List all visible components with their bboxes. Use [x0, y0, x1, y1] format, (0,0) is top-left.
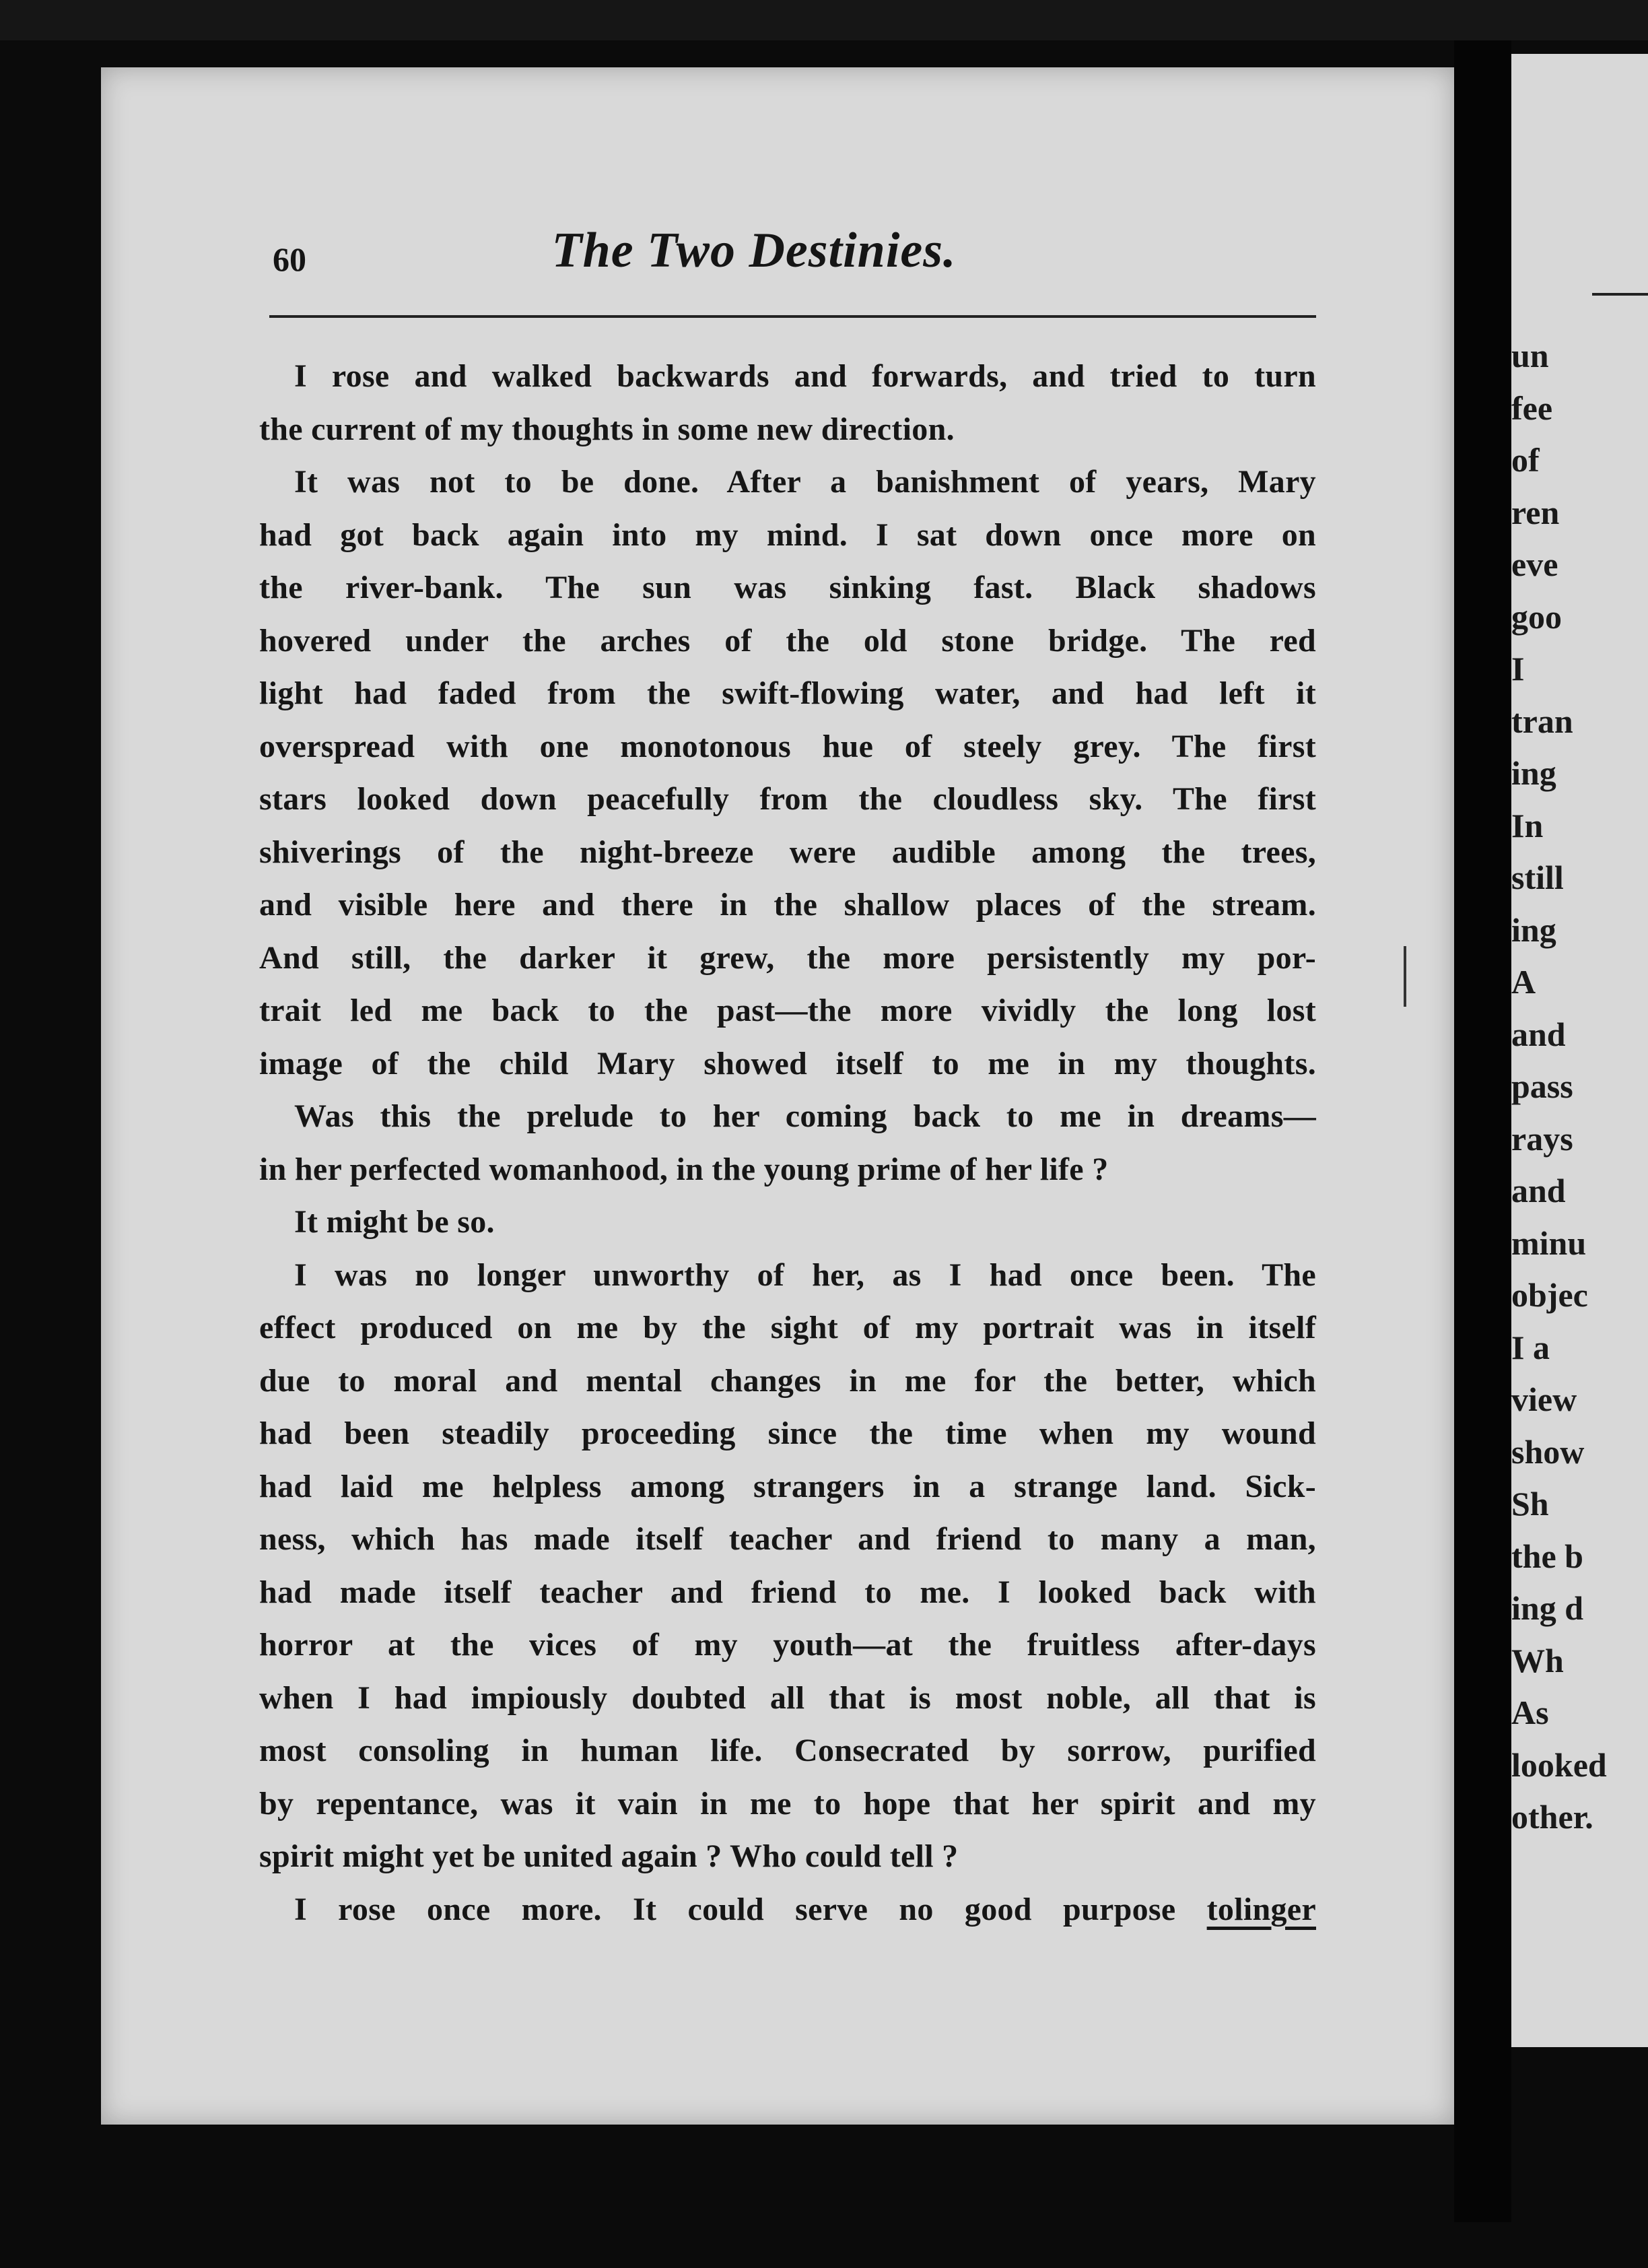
- facing-page: [1511, 54, 1648, 2047]
- text-line: had been steadily proceeding since the time when my wound: [259, 1415, 1316, 1451]
- facing-page-fragment: Sh: [1511, 1485, 1549, 1523]
- book-binding-gutter: [1454, 40, 1511, 2222]
- facing-page-fragment: ing: [1511, 910, 1556, 949]
- text-line: image of the child Mary showed itself to me in my thoughts.: [259, 1045, 1316, 1081]
- text-line: in her perfected womanhood, in the young prime of her life ?: [259, 1151, 1109, 1187]
- facing-page-fragment: objec: [1511, 1276, 1588, 1314]
- facing-page-fragment: un: [1511, 337, 1549, 374]
- facing-page-fragment: of: [1511, 441, 1540, 479]
- text-line: had made itself teacher and friend to me. I looked back with: [259, 1574, 1316, 1610]
- facing-page-fragment: A: [1511, 963, 1536, 1001]
- running-title: The Two Destinies.: [551, 223, 957, 278]
- text-line: It was not to be done. After a banishment of years, Mary: [294, 464, 1316, 500]
- facing-page-fragment: goo: [1511, 597, 1562, 636]
- facing-page-fragment: and: [1511, 1015, 1566, 1053]
- underlined-word: tolinger: [1206, 1891, 1316, 1927]
- facing-page-fragment: other.: [1511, 1798, 1593, 1836]
- text-line: I rose and walked backwards and forwards, and tried to turn: [294, 358, 1316, 394]
- facing-page-fragment: tran: [1511, 702, 1573, 740]
- facing-page-fragment: ing: [1511, 754, 1556, 792]
- text-line: the current of my thoughts in some new direction.: [259, 411, 955, 447]
- text-line: due to moral and mental changes in me for the better, which: [259, 1362, 1316, 1399]
- facing-page-fragment: Wh: [1511, 1641, 1564, 1679]
- body-text: [259, 350, 1316, 1936]
- facing-page-fragment: ing d: [1511, 1589, 1584, 1627]
- text-line: spirit might yet be united again ? Who could tell ?: [259, 1838, 959, 1874]
- text-line: Was this the prelude to her coming back to me in dreams—: [294, 1098, 1316, 1134]
- last-line-text: I rose once more. It could serve no good purpose: [294, 1891, 1207, 1927]
- text-line: most consoling in human life. Consecrated by sorrow, purified: [259, 1733, 1316, 1768]
- facing-page-fragment: fee: [1511, 389, 1553, 427]
- text-line: and visible here and there in the shallow places of the stream.: [259, 887, 1316, 923]
- facing-page-rule: [1592, 293, 1648, 296]
- text-line: the river-bank. The sun was sinking fast. Black shadows: [259, 570, 1316, 605]
- facing-page-fragment: eve: [1511, 545, 1558, 583]
- facing-page-text: [1511, 330, 1607, 1844]
- page-number: 60: [273, 240, 306, 278]
- scan-top-edge: [0, 0, 1648, 40]
- facing-page-fragment: In: [1511, 806, 1544, 844]
- text-line: I was no longer unworthy of her, as I had once been. The: [294, 1257, 1316, 1293]
- text-line-last: [259, 1883, 1316, 1937]
- text-line: stars looked down peacefully from the cloudless sky. The first: [259, 781, 1316, 817]
- text-line: shiverings of the night-breeze were audible among the trees,: [259, 834, 1316, 870]
- facing-page-fragment: looked: [1511, 1745, 1607, 1784]
- facing-page-fragment: I: [1511, 650, 1525, 688]
- running-head: [168, 222, 1340, 283]
- text-line: had laid me helpless among strangers in a strange land. Sick-: [259, 1468, 1316, 1504]
- text-line: by repentance, was it vain in me to hope that her spirit and my: [259, 1785, 1316, 1822]
- margin-mark: [1404, 946, 1406, 1007]
- facing-page-fragment: show: [1511, 1432, 1585, 1471]
- facing-page-fragment: As: [1511, 1694, 1549, 1731]
- text-line: light had faded from the swift-flowing water, and had left it: [259, 675, 1316, 711]
- text-line: It might be so.: [294, 1204, 495, 1240]
- facing-page-fragment: still: [1511, 859, 1564, 896]
- text-line: And still, the darker it grew, the more persistently my por-: [259, 939, 1316, 976]
- text-line: horror at the vices of my youth—at the fruitless after-days: [259, 1627, 1316, 1663]
- facing-page-fragment: and: [1511, 1172, 1566, 1209]
- facing-page-fragment: rays: [1511, 1119, 1573, 1158]
- text-line: hovered under the arches of the old stone bridge. The red: [259, 622, 1316, 659]
- text-line: effect produced on me by the sight of my portrait was in itself: [259, 1310, 1316, 1345]
- facing-page-fragment: pass: [1511, 1067, 1573, 1105]
- facing-page-fragment: minu: [1511, 1224, 1587, 1262]
- text-line: when I had impiously doubted all that is most noble, all that is: [259, 1679, 1316, 1716]
- text-line: had got back again into my mind. I sat down once more on: [259, 516, 1316, 553]
- text-line: trait led me back to the past—the more vividly the long lost: [259, 993, 1316, 1028]
- facing-page-fragment: view: [1511, 1380, 1577, 1418]
- facing-page-fragment: I a: [1511, 1328, 1550, 1366]
- text-line: ness, which has made itself teacher and friend to many a man,: [259, 1521, 1316, 1557]
- text-line: overspread with one monotonous hue of steely grey. The first: [259, 728, 1316, 764]
- header-rule: [269, 315, 1316, 318]
- facing-page-fragment: the b: [1511, 1537, 1583, 1575]
- facing-page-fragment: ren: [1511, 493, 1560, 531]
